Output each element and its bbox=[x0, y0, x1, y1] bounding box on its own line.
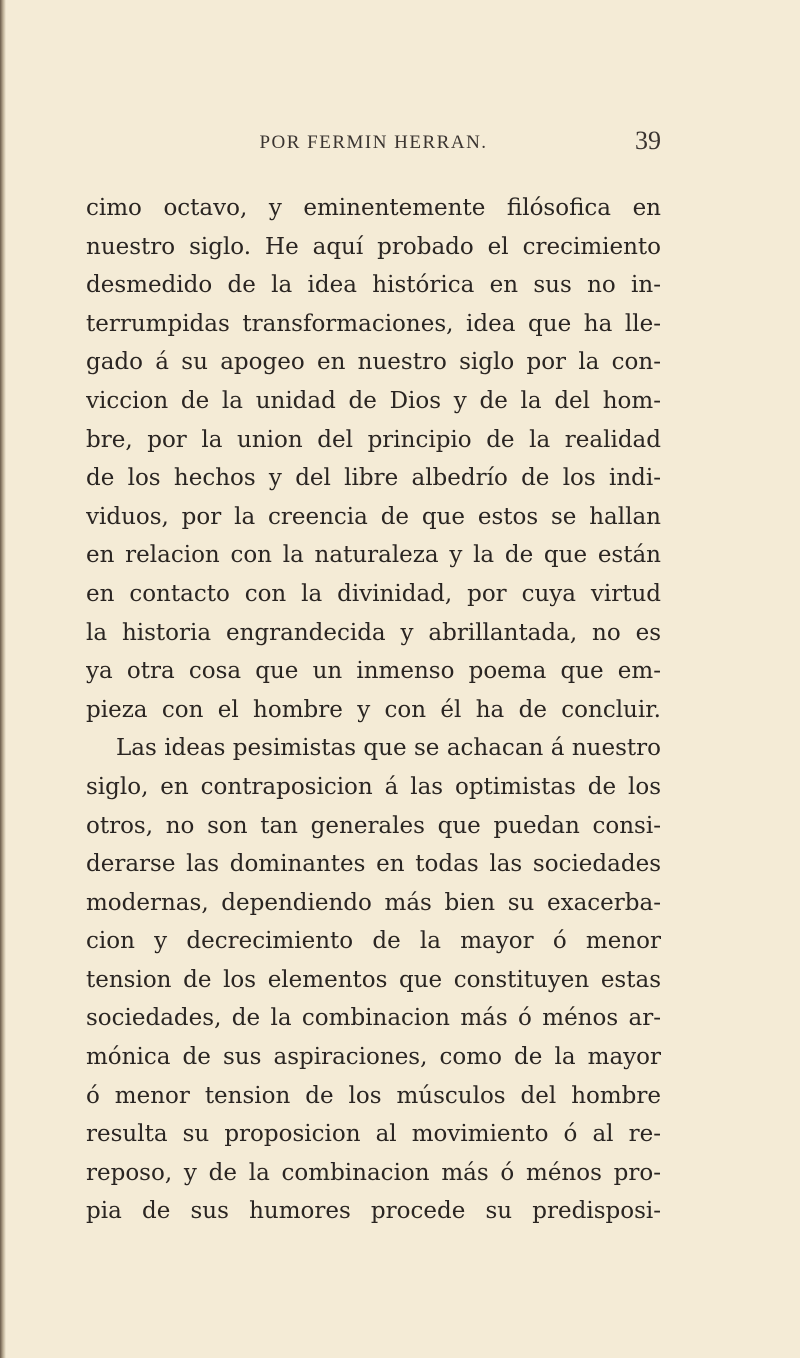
text-line: cion y decrecimiento de la mayor ó menor bbox=[86, 928, 661, 955]
text-line: resulta su proposicion al movimiento ó al re- bbox=[86, 1121, 661, 1148]
text-line: ó menor tension de los músculos del hombre bbox=[86, 1082, 661, 1109]
text-line: en contacto con la divinidad, por cuya virtud bbox=[86, 580, 661, 607]
text-line: modernas, dependiendo más bien su exacerba- bbox=[86, 889, 661, 916]
text-line: Las ideas pesimistas que se achacan á nuestro bbox=[116, 735, 661, 762]
text-line: tension de los elementos que constituyen estas bbox=[86, 966, 661, 993]
text-line: desmedido de la idea histórica en sus no in- bbox=[86, 272, 661, 299]
text-line: viccion de la unidad de Dios y de la del hom- bbox=[86, 387, 661, 414]
text-line: de los hechos y del libre albedrío de los indi- bbox=[86, 465, 661, 492]
text-line: ya otra cosa que un inmenso poema que em- bbox=[86, 658, 661, 685]
text-line: cimo octavo, y eminentemente filósofica en bbox=[86, 195, 661, 221]
text-line: en relacion con la naturaleza y la de que están bbox=[86, 542, 661, 569]
text-line: terrumpidas transformaciones, idea que ha lle- bbox=[86, 310, 661, 337]
text-line: derarse las dominantes en todas las sociedades bbox=[86, 851, 661, 878]
page-number: 39 bbox=[635, 126, 661, 155]
body-text bbox=[86, 189, 661, 1231]
text-line: reposo, y de la combinacion más ó ménos pro- bbox=[86, 1159, 661, 1186]
text-line: gado á su apogeo en nuestro siglo por la con- bbox=[86, 349, 661, 376]
text-line: otros, no son tan generales que puedan consi- bbox=[86, 812, 661, 839]
page-header bbox=[86, 128, 661, 158]
text-line: nuestro siglo. He aquí probado el crecimiento bbox=[86, 233, 661, 260]
text-line: viduos, por la creencia de que estos se hallan bbox=[86, 503, 661, 530]
text-line: la historia engrandecida y abrillantada, no es bbox=[86, 619, 661, 646]
page-edge bbox=[0, 0, 6, 1358]
text-line: siglo, en contraposicion á las optimistas de los bbox=[86, 773, 661, 800]
text-line: bre, por la union del principio de la realidad bbox=[86, 426, 661, 453]
running-head: POR FERMIN HERRAN. bbox=[259, 132, 488, 153]
text-line: mónica de sus aspiraciones, como de la mayor bbox=[86, 1044, 661, 1071]
text-line: sociedades, de la combinacion más ó ménos ar- bbox=[86, 1005, 661, 1032]
text-line: pia de sus humores procede su predisposi- bbox=[86, 1198, 661, 1225]
text-line: pieza con el hombre y con él ha de concluir. bbox=[86, 696, 661, 723]
